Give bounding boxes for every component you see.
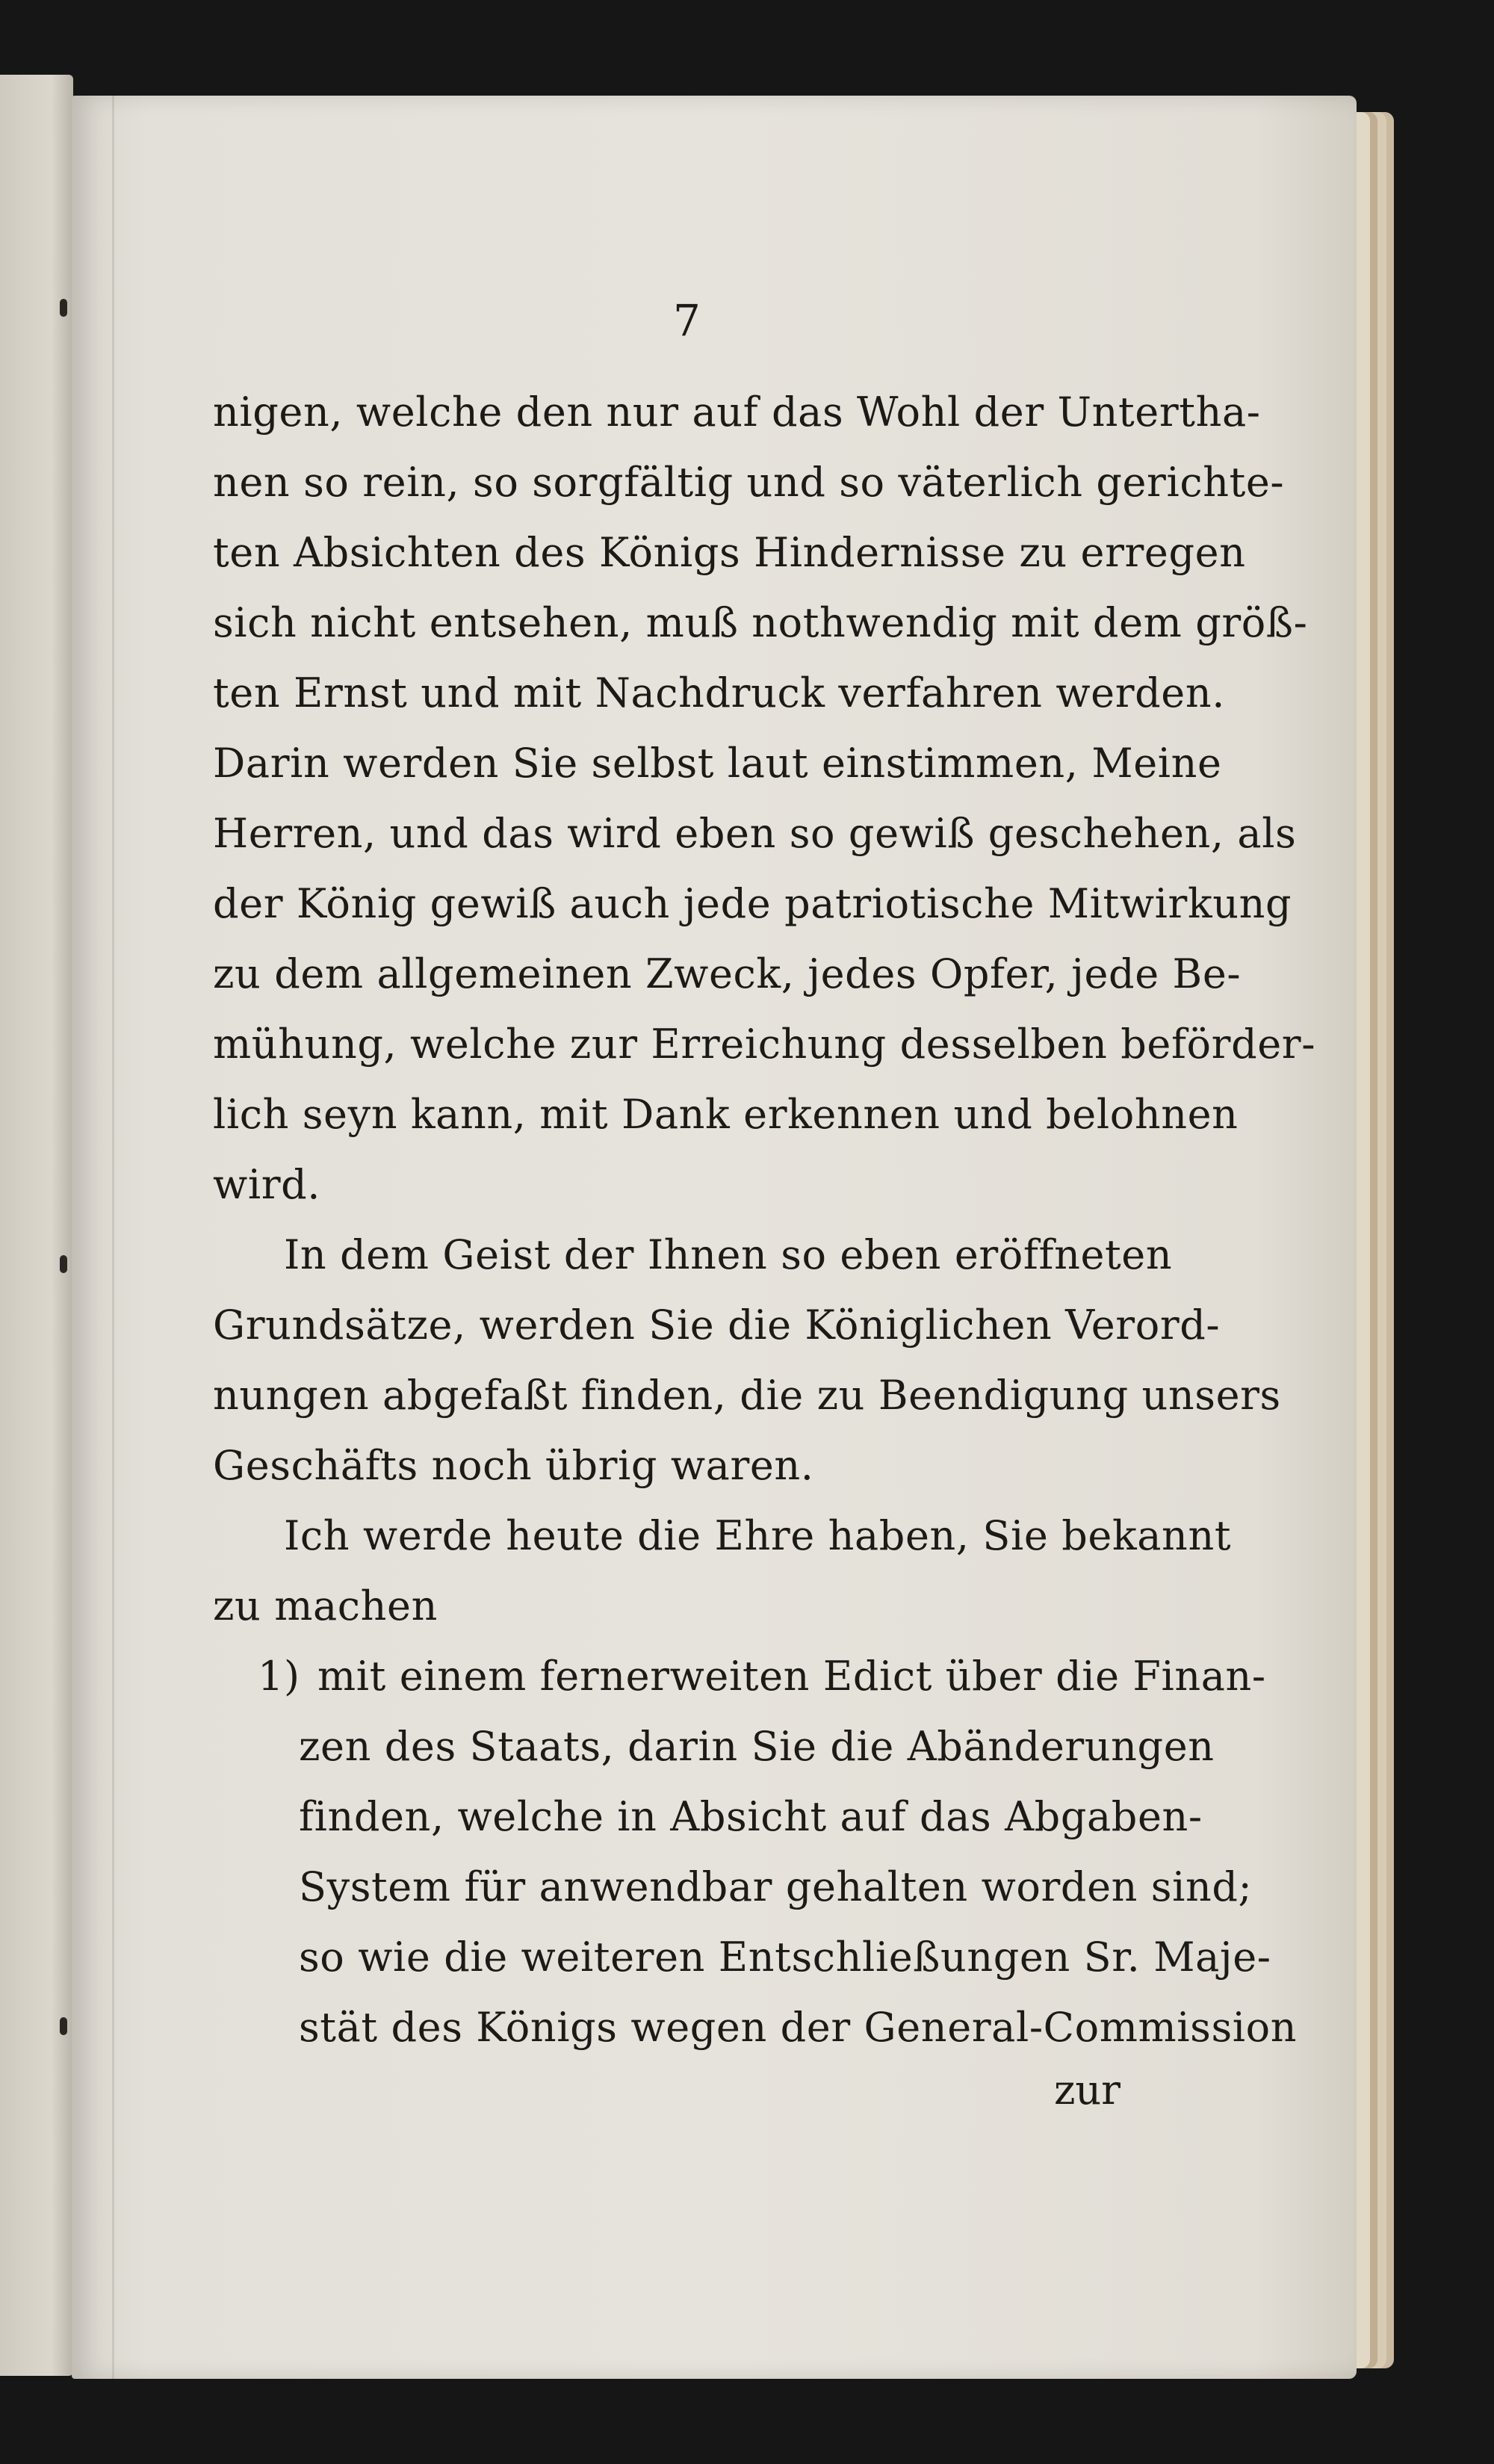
text-line: zu dem allgemeinen Zweck, jedes Opfer, jede Be- (213, 950, 1242, 997)
text-line: stät des Königs wegen der General-Commission (299, 2004, 1298, 2051)
text-line: zu machen (213, 1582, 438, 1629)
text-line: wird. (213, 1161, 321, 1208)
text-line: ten Ernst und mit Nachdruck verfahren werden. (213, 669, 1225, 716)
text-line: der König gewiß auch jede patriotische Mitwirkung (213, 880, 1292, 927)
text-line: nen so rein, so sorgfältig und so väterlich gerichte- (213, 459, 1285, 506)
page-number: 7 (673, 295, 701, 346)
text-line: zen des Staats, darin Sie die Abänderungen (299, 1723, 1215, 1770)
list-marker: 1) (258, 1653, 300, 1700)
text-line: Herren, und das wird eben so gewiß geschehen, als (213, 810, 1297, 857)
text-line: Darin werden Sie selbst laut einstimmen, Meine (213, 740, 1222, 787)
catchword: zur (1053, 2067, 1120, 2114)
text-line: mit einem fernerweiten Edict über die Finan- (317, 1653, 1266, 1700)
text-line: nungen abgefaßt finden, die zu Beendigung unsers (213, 1372, 1281, 1419)
text-line: so wie die weiteren Entschließungen Sr. Maje- (299, 1934, 1271, 1981)
text-line: finden, welche in Absicht auf das Abgaben- (299, 1793, 1203, 1840)
text-line: sich nicht entsehen, muß nothwendig mit dem größ- (213, 599, 1308, 646)
text-line: mühung, welche zur Erreichung desselben beförder- (213, 1021, 1316, 1068)
text-line: Grundsätze, werden Sie die Königlichen Verord- (213, 1301, 1221, 1349)
text-line: In dem Geist der Ihnen so eben eröffneten (284, 1231, 1173, 1278)
text-line: Geschäfts noch übrig waren. (213, 1442, 814, 1489)
text-line: ten Absichten des Königs Hindernisse zu erregen (213, 529, 1246, 576)
text-line: nigen, welche den nur auf das Wohl der Untertha- (213, 389, 1261, 436)
text-line: lich seyn kann, mit Dank erkennen und belohnen (213, 1091, 1239, 1138)
text-line: Ich werde heute die Ehre haben, Sie bekannt (284, 1512, 1232, 1559)
text-line: System für anwendbar gehalten worden sind; (299, 1863, 1253, 1910)
